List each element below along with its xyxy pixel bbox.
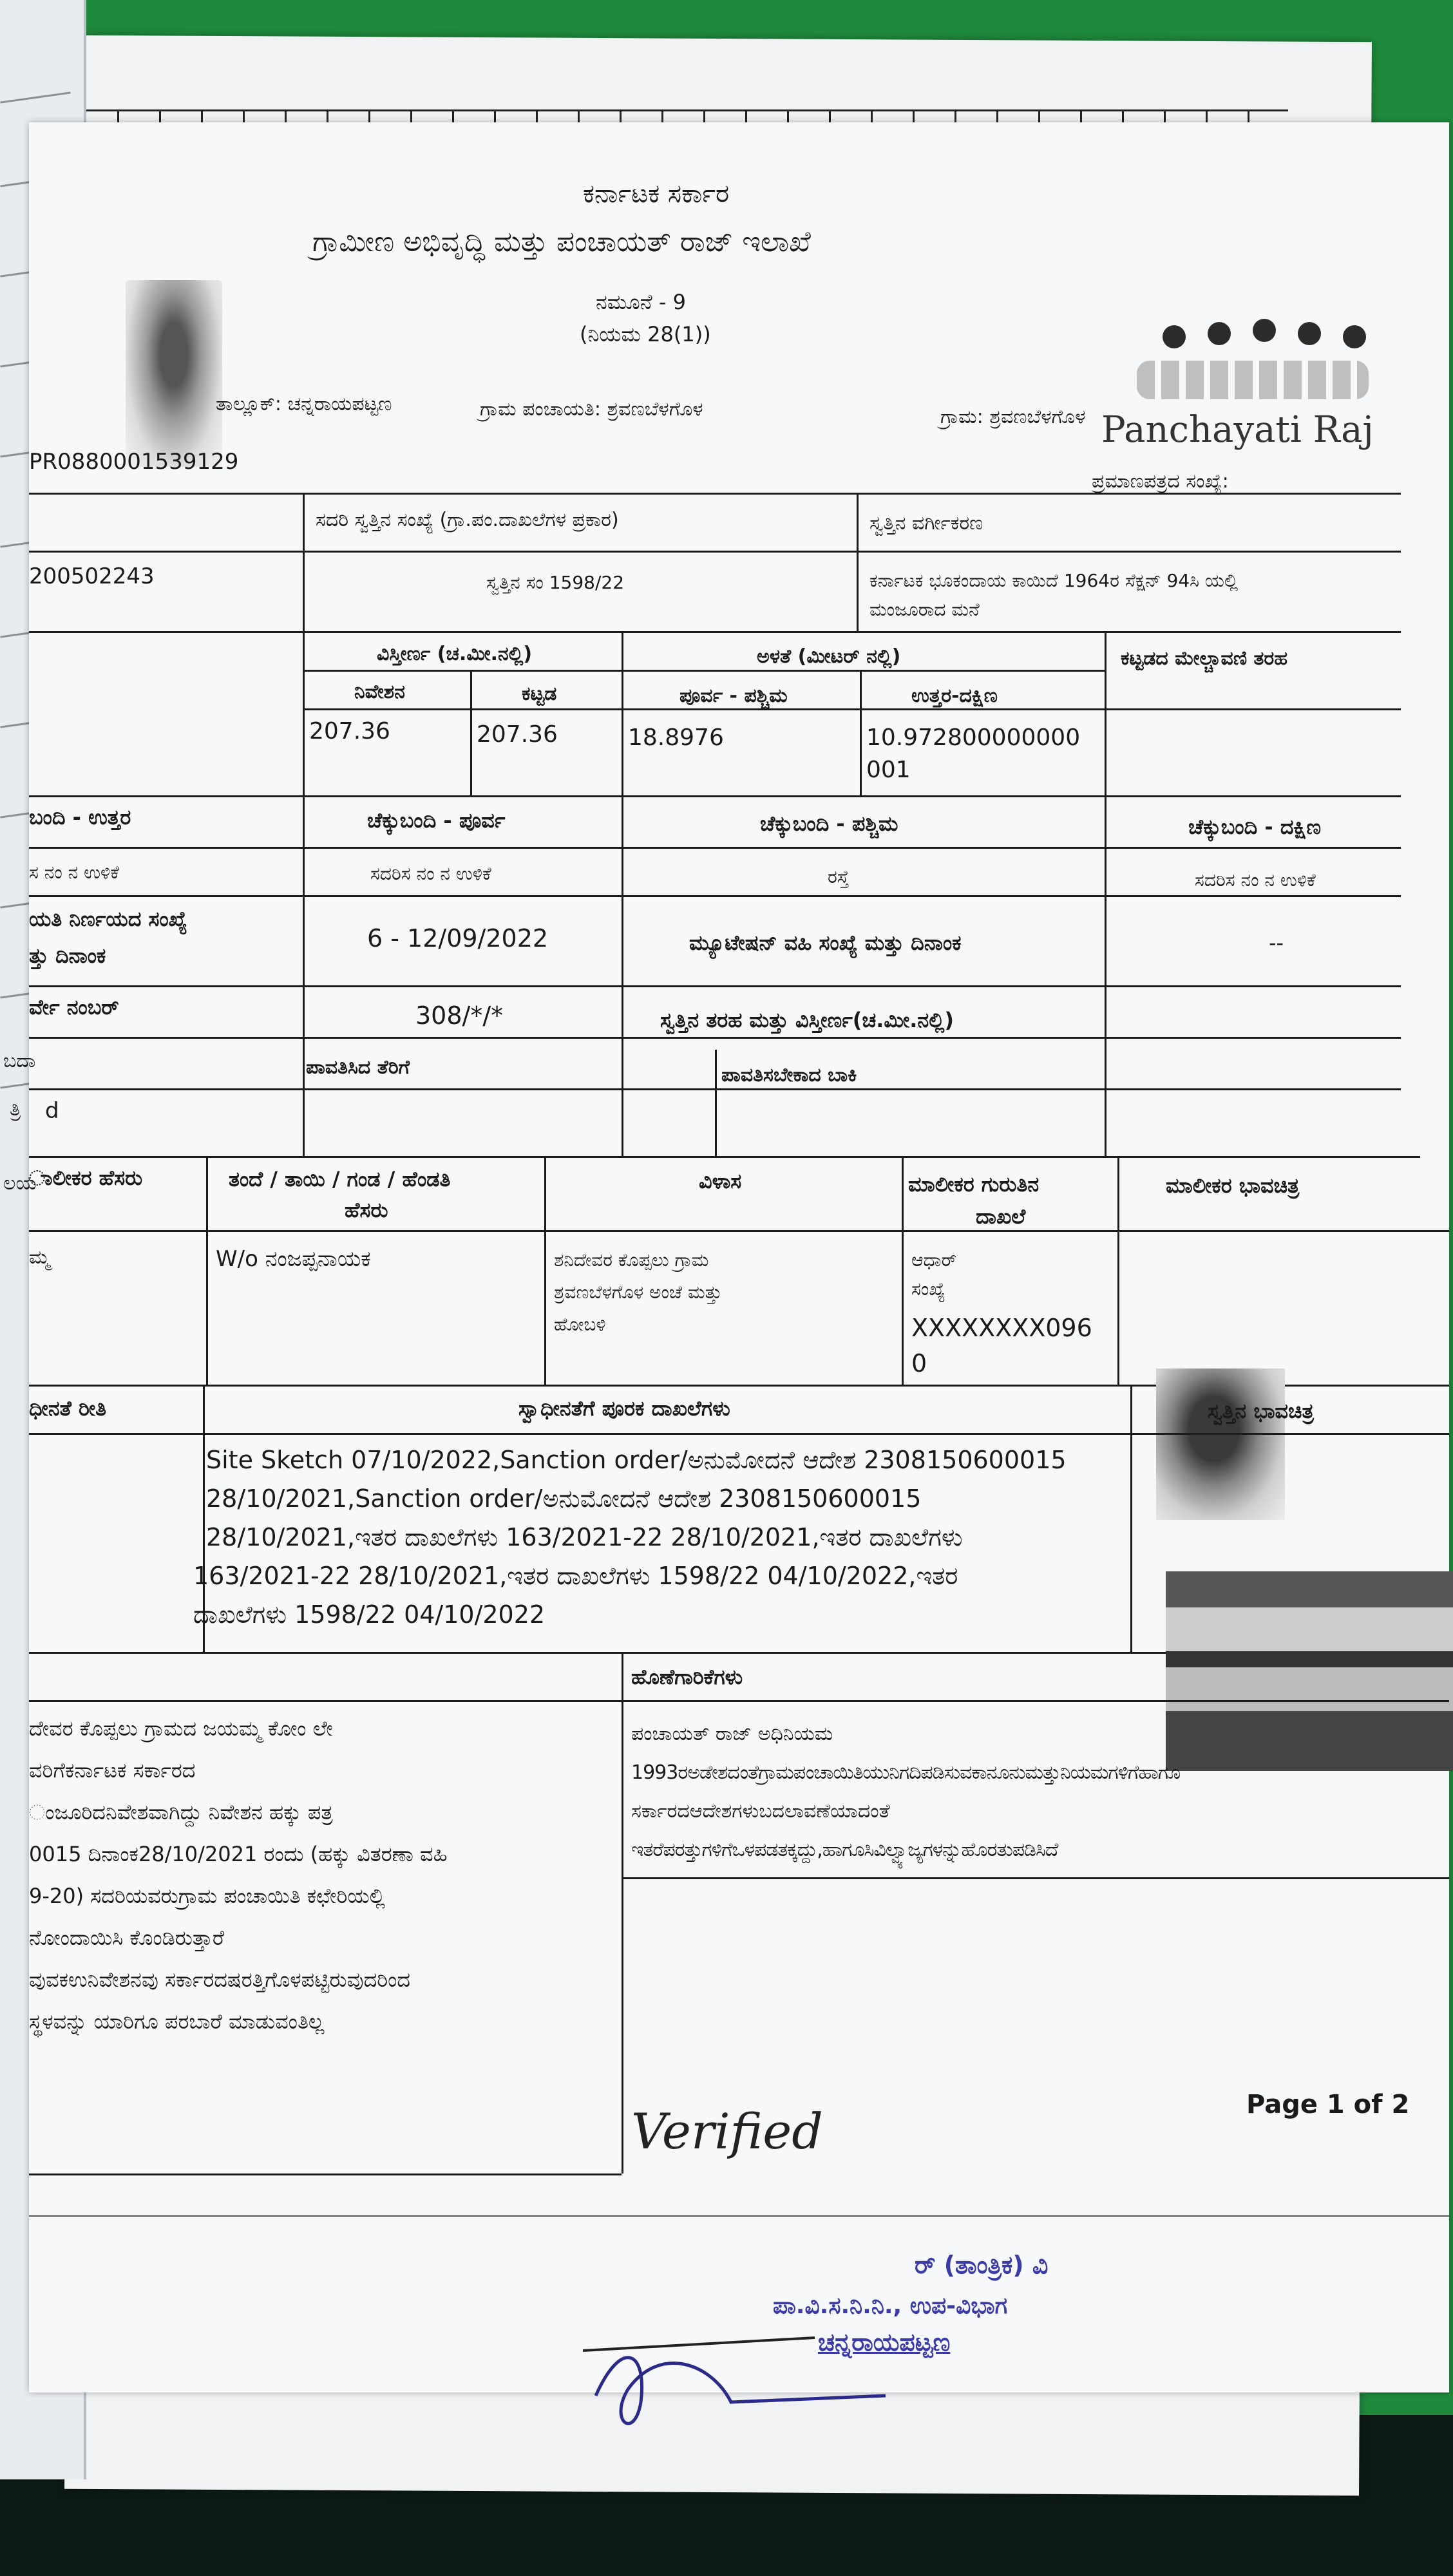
relation-name: W/o ನಂಜಪ್ಪನಾಯಕ (216, 1246, 371, 1272)
south-boundary-label: ಚೆಕ್ಕುಬಂದಿ - ದಕ್ಷಿಣ (1188, 815, 1322, 839)
possession-docs-label: ಸ್ವಾಧೀನತೆಗೆ ಪೂರಕ ದಾಖಲೆಗಳು (518, 1396, 730, 1421)
classification-value-2: ಮಂಜೂರಾದ ಮನೆ (869, 599, 980, 620)
page-number: Page 1 of 2 (1246, 2090, 1410, 2119)
owner-photo-label: ಮಾಲೀಕರ ಭಾವಚಿತ್ರ (1166, 1173, 1300, 1198)
margin-fragment: ತ್ರಿ (10, 1098, 21, 1121)
resolution-label-2: ತ್ತು ದಿನಾಂಕ (29, 943, 106, 968)
docs-line: 28/10/2021,Sanction order/ಅನುಮೋದನೆ ಆದೇಶ 2308150600015 (206, 1484, 922, 1513)
panchayat: ಗ್ರಾಮ ಪಂಚಾಯತಿ: ಶ್ರವಣಬೆಳಗೊಳ (480, 398, 703, 421)
stamp-line-1: ರ್ (ತಾಂತ್ರಿಕ) ವಿ (915, 2251, 1049, 2279)
site-label: ನಿವೇಶನ (354, 681, 405, 703)
address-line-3: ಹೋಬಳಿ (554, 1314, 606, 1335)
owner-name-label: ಾಲೀಕರ ಹೆಸರು (29, 1166, 143, 1190)
note-line: ಂಜೂರಿದನಿವೇಶವಾಗಿದ್ದು ನಿವೇಶನ ಹಕ್ಕು ಪತ್ರ (29, 1800, 333, 1824)
tax-paid-label: ಪಾವತಿಸಿದ ತೆರಿಗೆ (306, 1056, 410, 1079)
address-line-1: ಶನಿದೇವರ ಕೊಪ್ಪಲು ಗ್ರಾಮ (554, 1249, 709, 1271)
note-line: ವರಿಗೆಕರ್ನಾಟಕ ಸರ್ಕಾರದ (29, 1758, 196, 1783)
owner-name: ಮ್ಮ (29, 1246, 50, 1269)
govt-title: ಕರ್ನಾಟಕ ಸರ್ಕಾರ (583, 179, 730, 209)
tax-row-label: d (45, 1098, 59, 1124)
prop-no-label: ಸದರಿ ಸ್ವತ್ತಿನ ಸಂಖ್ಯೆ (ಗ್ರಾ.ಪಂ.ದಾಖಲೆಗಳ ಪ್ರಕಾರ) (316, 509, 619, 531)
north-south-length-1: 10.972800000000 (866, 724, 1081, 751)
stamp-line-3: ಚನ್ನರಾಯಪಟ್ಟಣ (818, 2328, 951, 2356)
note-line: ದೇವರ ಕೊಪ್ಪಲು ಗ್ರಾಮದ ಜಯಮ್ಮ ಕೋಂ ಲೇ (29, 1716, 333, 1741)
margin-fragment: ಲಯ (3, 1172, 37, 1195)
north-south-length-2: 001 (866, 757, 911, 783)
west-boundary-value: ರಸ್ತೆ (828, 866, 850, 887)
building-label: ಕಟ್ಟಡ (522, 683, 557, 705)
village: ಗ್ರಾಮ: ಶ್ರವಣಬೆಳಗೊಳ (940, 406, 1086, 428)
prop-no-value: ಸ್ವತ್ತಿನ ಸಂ 1598/22 (486, 572, 625, 593)
mutation-label: ಮ್ಯೂಟೇಷನ್ ವಹಿ ಸಂಖ್ಯೆ ಮತ್ತು ದಿನಾಂಕ (689, 931, 962, 955)
logo-figures-icon (1137, 361, 1369, 399)
possession-mode-label: ಧೀನತೆ ರೀತಿ (29, 1396, 107, 1421)
site-area: 207.36 (309, 718, 390, 744)
form-9-page (3, 122, 1449, 2392)
note-line: 9-20) ಸದರಿಯವರುಗ್ರಾಮ ಪಂಚಾಯಿತಿ ಕಛೇರಿಯಲ್ಲಿ (29, 1884, 385, 1908)
liabilities-label: ಹೊಣೆಗಾರಿಕೆಗಳು (631, 1665, 743, 1689)
tax-due-label: ಪಾವತಿಸಬೇಕಾದ ಬಾಕಿ (721, 1064, 857, 1086)
classification-value-1: ಕರ್ನಾಟಕ ಭೂಕಂದಾಯ ಕಾಯಿದೆ 1964ರ ಸೆಕ್ಷನ್ 94ಸಿ ಯಲ್ಲಿ (869, 570, 1239, 591)
relation-label-1: ತಂದೆ / ತಾಯಿ / ಗಂಡ / ಹೆಂಡತಿ (229, 1167, 451, 1191)
owner-id-label-1: ಮಾಲೀಕರ ಗುರುತಿನ (908, 1172, 1040, 1197)
docs-line: 163/2021-22 28/10/2021,ಇತರ ದಾಖಲೆಗಳು 1598/22 04/10/2022,ಇತರ (193, 1562, 958, 1590)
building-area: 207.36 (477, 721, 558, 748)
east-west-label: ಪೂರ್ವ - ಪಶ್ಚಿಮ (679, 685, 788, 707)
relation-label-2: ಹೆಸರು (345, 1198, 388, 1222)
area-label: ವಿಸ್ತೀರ್ಣ (ಚ.ಮೀ.ನಲ್ಲಿ) (377, 643, 533, 665)
verified-handwriting: Verified (631, 2103, 823, 2160)
rule-number: (ನಿಯಮ 28(1)) (580, 322, 711, 346)
property-type-label: ಸ್ವತ್ತಿನ ತರಹ ಮತ್ತು ವಿಸ್ತೀರ್ಣ(ಚ.ಮೀ.ನಲ್ಲಿ) (660, 1008, 954, 1032)
margin-fragment: ಬದಾ (3, 1050, 36, 1072)
note-line: ಸ್ಥಳವನ್ನು ಯಾರಿಗೂ ಪರಬಾರೆ ಮಾಡುವಂತಿಲ್ಲ (29, 2009, 325, 2034)
east-boundary-value: ಸದರಿಸ ನಂ ನ ಉಳಿಕೆ (370, 863, 491, 884)
note-line: ನೋಂದಾಯಿಸಿ ಕೊಂಡಿರುತ್ತಾರೆ (29, 1926, 225, 1950)
dept-title: ಗ್ರಾಮೀಣ ಅಭಿವೃದ್ಧಿ ಮತ್ತು ಪಂಚಾಯತ್ ರಾಜ್ ಇಲಾಖೆ (312, 225, 811, 258)
stamp-line-2: ಪಾ.ವಿ.ಸ.ನಿ.ನಿ., ಉಪ-ವಿಭಾಗ (773, 2293, 1008, 2319)
south-boundary-value: ಸದರಿಸ ನಂ ನ ಉಳಿಕೆ (1195, 869, 1316, 891)
resolution-value: 6 - 12/09/2022 (367, 924, 549, 952)
id-type-1: ಆಧಾರ್ (911, 1249, 957, 1271)
east-boundary-label: ಚೆಕ್ಕುಬಂದಿ - ಪೂರ್ವ (367, 808, 506, 833)
liability-line: ಸರ್ಕಾರದಆದೇಶಗಳುಬದಲಾವಣೆಯಾದಂತೆ (631, 1800, 890, 1823)
address-line-2: ಶ್ರವಣಬೆಳಗೊಳ ಅಂಚೆ ಮತ್ತು (554, 1282, 722, 1303)
owner-photo (1156, 1368, 1285, 1520)
liability-line: ಪಂಚಾಯತ್ ರಾಜ್ ಅಧಿನಿಯಮ (631, 1723, 833, 1745)
roof-type-label: ಕಟ್ಟಡದ ಮೇಲ್ಚಾವಣಿ ತರಹ (1121, 647, 1288, 670)
note-line: 0015 ದಿನಾಂಕ28/10/2021 ರಂದು (ಹಕ್ಕು ವಿತರಣಾ ವಹಿ (29, 1842, 448, 1866)
north-boundary-label: ಬಂದಿ - ಉತ್ತರ (29, 805, 131, 829)
east-west-length: 18.8976 (628, 724, 724, 751)
address-label: ವಿಳಾಸ (699, 1169, 742, 1193)
cert-no-label: ಪ್ರಮಾಣಪತ್ರದ ಸಂಖ್ಯೆ: (1092, 470, 1229, 493)
property-photo-label: ಸ್ವತ್ತಿನ ಭಾವಚಿತ್ರ (1208, 1399, 1314, 1423)
logo-text: Panchayati Raj (1101, 409, 1374, 451)
resolution-label-1: ಯತಿ ನಿರ್ಣಯದ ಸಂಖ್ಯೆ (29, 907, 187, 931)
id-number-1: XXXXXXXX096 (911, 1314, 1092, 1342)
north-south-label: ಉತ್ತರ-ದಕ್ಷಿಣ (911, 685, 998, 707)
north-boundary-value: ಸ ನಂ ನ ಉಳಿಕೆ (29, 862, 120, 883)
owner-id-label-2: ದಾಖಲೆ (976, 1204, 1026, 1229)
docs-line: ದಾಖಲೆಗಳು 1598/22 04/10/2022 (193, 1600, 546, 1629)
form-number: ನಮೂನೆ - 9 (596, 290, 686, 314)
pr-id: PR0880001539129 (29, 449, 239, 475)
id-number-2: 0 (911, 1349, 927, 1378)
docs-line: Site Sketch 07/10/2022,Sanction order/ಅನುಮೋದನೆ ಆದೇಶ 2308150600015 (206, 1446, 1067, 1474)
property-id: 200502243 (29, 564, 155, 589)
docs-line: 28/10/2021,ಇತರ ದಾಖಲೆಗಳು 163/2021-22 28/10/2021,ಇತರ ದಾಖಲೆಗಳು (206, 1523, 963, 1551)
survey-label: ರ್ವೇ ನಂಬರ್ (29, 995, 119, 1019)
mutation-value: -- (1269, 931, 1284, 955)
classification-label: ಸ್ವತ್ತಿನ ವರ್ಗೀಕರಣ (869, 512, 983, 535)
note-line: ವುವಕಉನಿವೇಶನವು ಸರ್ಕಾರದಷರತ್ತಿಗೊಳಪಟ್ಟಿರುವುದರಿಂದ (29, 1967, 410, 1992)
survey-number: 308/*/* (415, 1001, 504, 1030)
taluk: ತಾಲ್ಲೂಕ್: ಚನ್ನರಾಯಪಟ್ಟಣ (216, 393, 392, 415)
liability-line: ಇತರೆಪರತ್ತುಗಳಿಗೆಒಳಪಡತಕ್ಕದ್ದು,ಹಾಗೂಸಿವಿಲ್ವ್ಯಾಜ್ಯಗಳನ್ನುಹೊರತುಪಡಿಸಿದೆ (631, 1839, 1058, 1861)
property-photo (1166, 1571, 1453, 1771)
dims-label: ಅಳತೆ (ಮೀಟರ್ ನಲ್ಲಿ) (757, 645, 901, 668)
west-boundary-label: ಚೆಕ್ಕುಬಂದಿ - ಪಶ್ಚಿಮ (760, 811, 898, 836)
liability-line: 1993ರಅಡೇಶದಂತೆಗ್ರಾಮಪಂಚಾಯಿತಿಯುನಿಗದಿಪಡಿಸುವಕಾನೂನುಮತ್ತುನಿಯಮಗಳಿಗೆಹಾಗೂ (631, 1761, 1181, 1784)
id-type-2: ಸಂಖ್ಯೆ (911, 1278, 945, 1300)
state-emblem-icon (126, 280, 222, 467)
